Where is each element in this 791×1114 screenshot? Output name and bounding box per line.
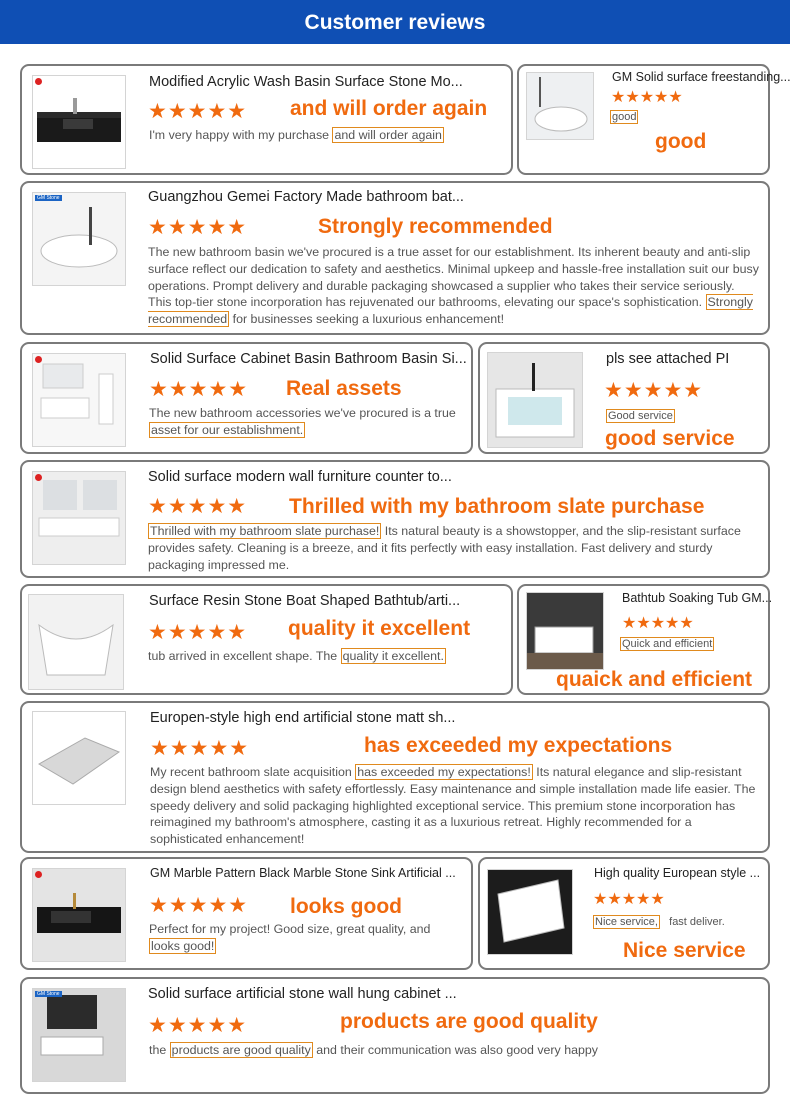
review-text: Perfect for my project! Good size, great quality, and looks good! bbox=[149, 922, 431, 953]
review-headline: Nice service bbox=[623, 939, 746, 962]
review-highlight: Thrilled with my bathroom slate purchase! bbox=[150, 524, 380, 538]
rating-stars: ★★★★★ bbox=[622, 615, 694, 632]
product-image[interactable] bbox=[32, 868, 126, 962]
review-card[interactable] bbox=[20, 857, 473, 970]
review-card[interactable] bbox=[478, 342, 770, 454]
review-card[interactable] bbox=[517, 64, 791, 175]
review-headline: quaick and efficient bbox=[556, 668, 753, 691]
review-text: the products are good quality and their communication was also good very happy bbox=[149, 1043, 598, 1057]
product-image[interactable] bbox=[32, 75, 126, 169]
review-text: The new bathroom accessories we've procured is a true asset for our establishment. bbox=[149, 406, 456, 437]
rating-stars: ★★★★★ bbox=[149, 378, 249, 401]
review-highlight: products are good quality bbox=[171, 1043, 311, 1057]
review-headline: good bbox=[655, 130, 707, 153]
product-image[interactable] bbox=[32, 471, 126, 565]
review-text bbox=[606, 408, 766, 425]
product-image[interactable] bbox=[32, 988, 126, 1082]
product-title[interactable]: High quality European style ... bbox=[594, 866, 761, 880]
product-title[interactable]: Bathtub Soaking Tub GM... bbox=[622, 591, 773, 605]
product-image[interactable] bbox=[487, 869, 573, 955]
review-headline: quality it excellent bbox=[288, 617, 471, 640]
product-title[interactable]: Solid surface modern wall furniture counter to... bbox=[148, 469, 452, 485]
review-text: tub arrived in excellent shape. The quality it excellent. bbox=[148, 649, 444, 663]
product-title[interactable]: Europen-style high end artificial stone matt sh... bbox=[150, 710, 456, 726]
review-text: Nice service, fast deliver. bbox=[595, 916, 725, 928]
rating-stars: ★★★★★ bbox=[148, 1014, 248, 1037]
review-headline: Strongly recommended bbox=[318, 215, 553, 238]
review-headline: has exceeded my expectations bbox=[364, 734, 673, 757]
review-headline: Thrilled with my bathroom slate purchase bbox=[289, 495, 705, 518]
review-card[interactable] bbox=[20, 64, 513, 175]
product-image[interactable] bbox=[526, 72, 594, 140]
review-headline: good service bbox=[605, 427, 735, 450]
review-highlight: Good service bbox=[608, 410, 673, 422]
product-title[interactable]: Guangzhou Gemei Factory Made bathroom bat... bbox=[148, 189, 464, 205]
product-image[interactable] bbox=[526, 592, 604, 670]
review-card[interactable] bbox=[20, 342, 473, 454]
review-highlight: Nice service, bbox=[595, 916, 658, 928]
review-text: Thrilled with my bathroom slate purchase! Its natural beauty is a showstopper, and the slip-resistant surface provides safety. Cleaning is a breeze, and it fits perfectly with easy installation. Fast delivery and sturdy packaging impressed me. bbox=[148, 524, 741, 572]
rating-stars: ★★★★★ bbox=[149, 894, 249, 917]
review-highlight: asset for our establishment. bbox=[151, 422, 304, 437]
review-highlight: and will order again bbox=[334, 128, 442, 142]
review-card[interactable] bbox=[517, 584, 773, 695]
product-title[interactable]: Solid Surface Cabinet Basin Bathroom Basin Si... bbox=[150, 351, 467, 367]
brand-logo-icon bbox=[35, 78, 42, 85]
review-highlight: Quick and efficient bbox=[622, 638, 713, 650]
page-title: Customer reviews bbox=[304, 11, 486, 34]
rating-stars: ★★★★★ bbox=[611, 89, 683, 106]
review-headline: looks good bbox=[290, 895, 402, 918]
brand-logo-icon: GM Stone bbox=[37, 991, 60, 997]
product-title[interactable]: Surface Resin Stone Boat Shaped Bathtub/arti... bbox=[149, 593, 461, 609]
product-title[interactable]: GM Solid surface freestanding... bbox=[612, 70, 791, 84]
product-title[interactable]: Modified Acrylic Wash Basin Surface Stone Mo... bbox=[149, 74, 463, 90]
rating-stars: ★★★★★ bbox=[148, 495, 248, 518]
product-image[interactable] bbox=[28, 594, 124, 690]
product-title[interactable]: GM Marble Pattern Black Marble Stone Sink Artificial ... bbox=[150, 866, 456, 880]
review-card[interactable] bbox=[478, 857, 770, 970]
review-card[interactable] bbox=[20, 460, 770, 578]
product-image[interactable] bbox=[32, 353, 126, 447]
review-text: My recent bathroom slate acquisition has exceeded my expectations! Its natural elegance and slip-resistant design blend aesthetics with safety effortlessly. Easy maintenance and simple installation made life easier. The speedy delivery and solid packaging highlighted exceptional service. This premium stone incorporation has reimagined my bathroom's atmosphere, casting it as a luxurious retreat. Highly recommended for a sophisticated enhancement! bbox=[150, 765, 756, 847]
rating-stars: ★★★★★ bbox=[148, 621, 248, 644]
rating-stars: ★★★★★ bbox=[150, 737, 250, 760]
review-highlight: looks good! bbox=[151, 938, 215, 953]
brand-logo-icon bbox=[35, 474, 42, 481]
review-highlight: has exceeded my expectations! bbox=[357, 765, 531, 779]
review-headline: Real assets bbox=[286, 377, 402, 400]
review-headline: and will order again bbox=[290, 97, 488, 120]
product-image[interactable] bbox=[487, 352, 583, 448]
review-text bbox=[620, 636, 765, 653]
product-title[interactable]: pls see attached PI bbox=[606, 351, 730, 367]
brand-logo-icon bbox=[35, 871, 42, 878]
review-card[interactable] bbox=[20, 701, 770, 853]
product-image[interactable] bbox=[32, 711, 126, 805]
review-text: The new bathroom basin we've procured is a true asset for our establishment. Its inherent beauty and anti-slip surface reflect our dedication to safety and aesthetics. Minimal upkeep and hassle-free installation suit our busy operations. Prompt delivery and durable packaging showcased a supplier who takes their service seriously. This top-tier stone incorporation has rejuvenated our bathrooms, elevating our space's sophistication. Strongly recommended for businesses seeking a luxurious enhancement! bbox=[148, 245, 759, 327]
review-highlight: quality it excellent. bbox=[342, 649, 444, 663]
review-card[interactable] bbox=[20, 977, 770, 1094]
review-highlight: good bbox=[612, 111, 637, 123]
review-highlight: Strongly recommended bbox=[148, 295, 753, 327]
brand-logo-icon bbox=[35, 356, 42, 363]
review-headline: products are good quality bbox=[340, 1010, 598, 1033]
rating-stars: ★★★★★ bbox=[604, 379, 704, 402]
review-card[interactable] bbox=[20, 584, 513, 695]
review-text bbox=[610, 109, 760, 126]
brand-logo-icon: GM Stone bbox=[37, 195, 60, 201]
review-text: I'm very happy with my purchase and will order again bbox=[149, 128, 442, 142]
review-card[interactable] bbox=[20, 181, 770, 335]
page-header bbox=[0, 0, 790, 44]
rating-stars: ★★★★★ bbox=[148, 100, 248, 123]
rating-stars: ★★★★★ bbox=[148, 216, 248, 239]
product-image[interactable] bbox=[32, 192, 126, 286]
rating-stars: ★★★★★ bbox=[593, 891, 665, 908]
product-title[interactable]: Solid surface artificial stone wall hung cabinet ... bbox=[148, 986, 457, 1002]
